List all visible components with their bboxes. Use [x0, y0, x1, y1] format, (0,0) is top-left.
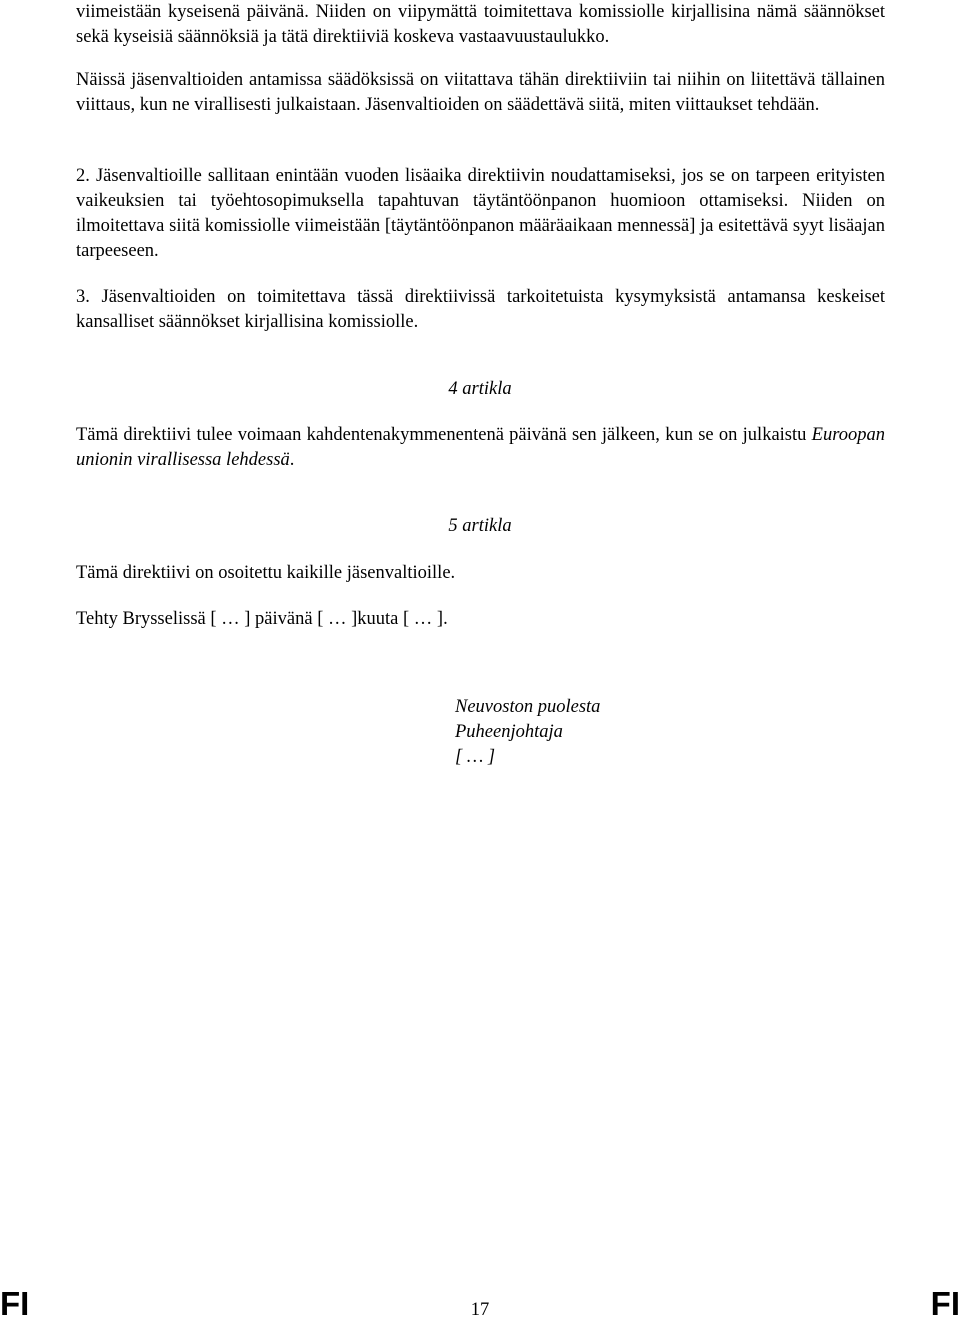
signature-president: Puheenjohtaja: [455, 722, 563, 742]
article-4-text: [76, 423, 885, 473]
paragraph-transposition-deadline: viimeistään kyseisenä päivänä. Niiden on viipymättä toimitettava komissiolle kirjallisina nämä säännökset sekä kyseisiä säännöksiä ja tätä direktiiviä koskeva vastaavuustaulukko.: [76, 2, 885, 47]
paragraph-reference-requirement: Näissä jäsenvaltioiden antamissa säädöksissä on viitattava tähän direktiiviin tai niihin on liitettävä tällainen viittaus, kun ne virallisesti julkaistaan. Jäsenvaltioiden on säädettävä siitä, miten viittaukset tehdään.: [76, 70, 885, 115]
done-at-brussels: Tehty Brysselissä [ … ] päivänä [ … ]kuuta [ … ].: [76, 609, 448, 629]
article-5-addressees: Tämä direktiivi on osoitettu kaikille jäsenvaltioille.: [76, 563, 456, 583]
signature-block: [455, 695, 600, 770]
official-journal-title: Euroopan unionin virallisessa lehdessä: [76, 425, 885, 470]
article-4-heading: 4 artikla: [448, 379, 512, 399]
article-4-text-before: Tämä direktiivi tulee voimaan kahdentenakymmenentenä päivänä sen jälkeen, kun se on julkaistu: [76, 425, 812, 445]
footer-language-right: FI: [930, 1285, 960, 1322]
signature-placeholder: [ … ]: [455, 747, 496, 767]
page-number: 17: [470, 1300, 490, 1320]
paragraph-additional-period: 2. Jäsenvaltioille sallitaan enintään vuoden lisäaika direktiivin noudattamiseksi, jos se on tarpeen erityisten vaikeuksien tai työehtosopimuksella tapahtuvan täytäntöönpanon huomioon ottamiseksi. Niiden on ilmoitettava siitä komissiolle viimeistään [täytäntöönpanon määräaikaan mennessä] ja esitettävä syyt lisäajan tarpeeseen.: [76, 166, 885, 261]
paragraph-national-provisions: 3. Jäsenvaltioiden on toimitettava tässä direktiivissä tarkoitetuista kysymyksistä antamansa keskeiset kansalliset säännökset kirjallisina komissiolle.: [76, 287, 885, 332]
footer-language-left: FI: [0, 1285, 30, 1322]
article-5-heading: 5 artikla: [448, 516, 512, 536]
article-4-text-after: .: [289, 450, 295, 470]
signature-council: Neuvoston puolesta: [455, 697, 601, 717]
